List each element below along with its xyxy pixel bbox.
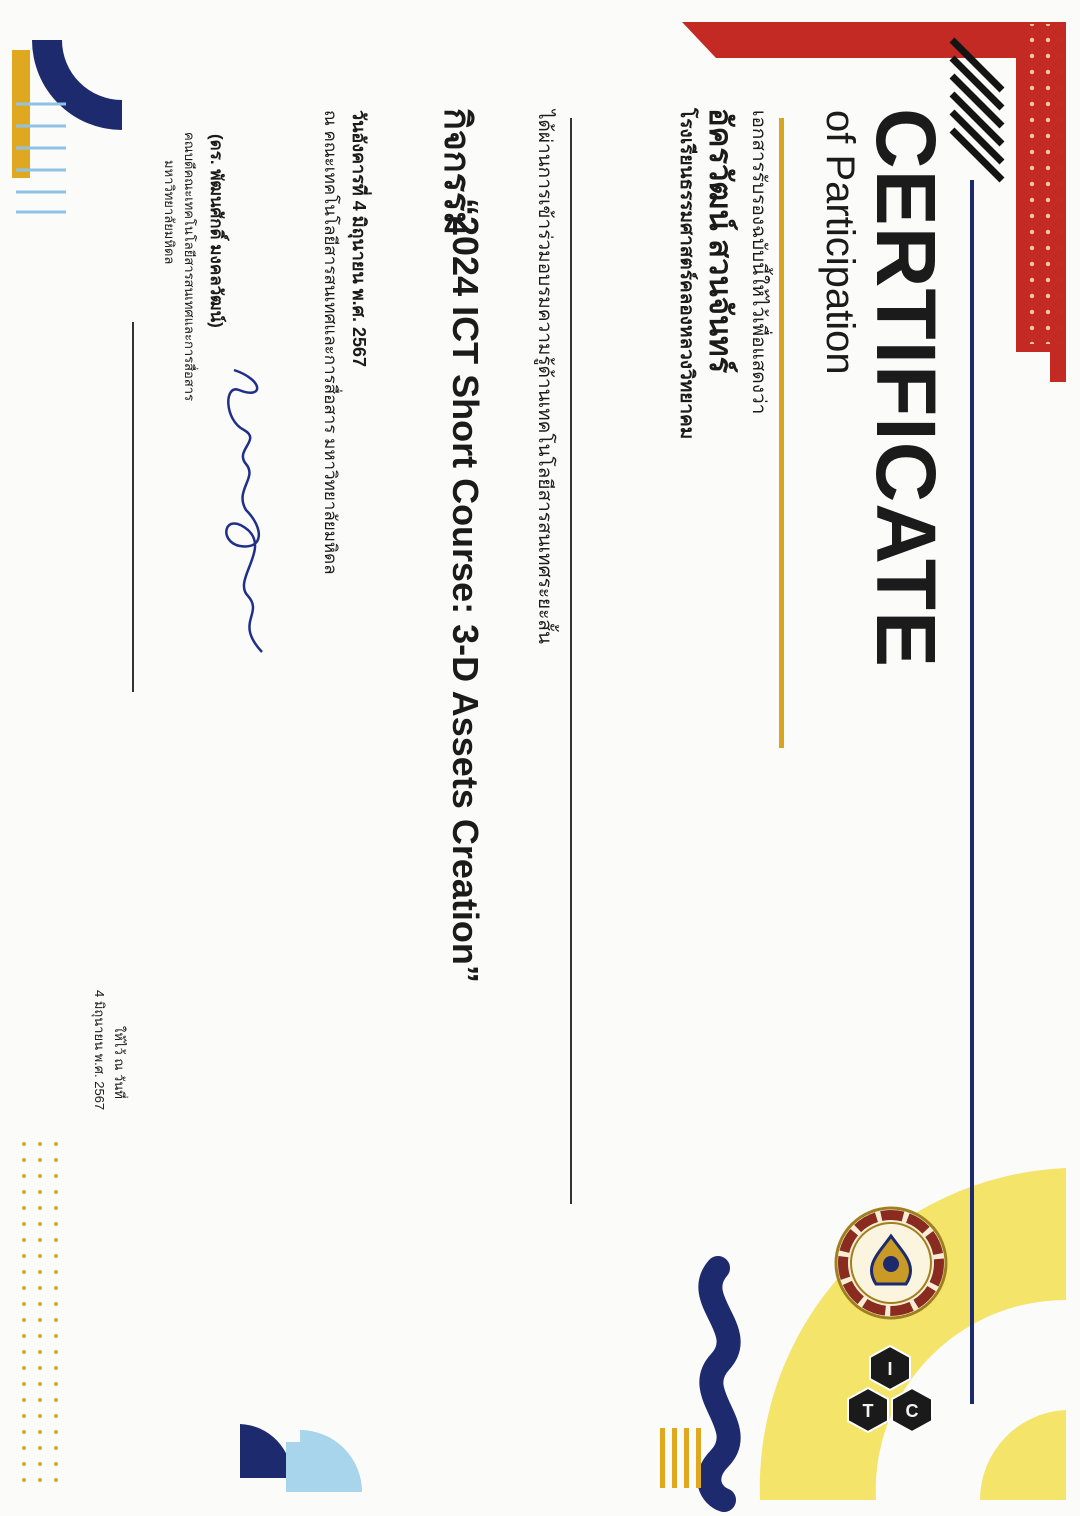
signer-position: คณบดีคณะเทคโนโลยีสารสนเทศและการสื่อสาร <box>182 132 197 402</box>
logo-letter-t: T <box>862 1401 874 1421</box>
given-on-date: 4 มิถุนายน พ.ศ. 2567 <box>92 990 107 1111</box>
certificate-subtitle: of Participation <box>818 110 862 375</box>
certificate-title: CERTIFICATE <box>859 108 953 669</box>
signer-university: มหาวิทยาลัยมหิดล <box>162 160 177 265</box>
recipient-name: อัครวัฒน์ สวนจันทร์ <box>703 108 738 374</box>
certificate-statement: เอกสารรับรองฉบับนี้ให้ไว้เพื่อแสดงว่า <box>748 110 769 415</box>
participation-text: ได้ผ่านการเข้าร่วมอบรมความรู้ด้านเทคโนโลยีสารสนเทศระยะสั้น <box>534 110 555 644</box>
given-on-label: ให้ไว้ ณ วันที่ <box>112 1026 127 1099</box>
recipient-school: โรงเรียนธรรมศาสตร์คลองหลวงวิทยาคม <box>676 108 697 440</box>
activity-title: “2024 ICT Short Course: 3-D Assets Creation” <box>445 198 486 983</box>
signer-name: (ดร. พัฒนศักดิ์ มงคลวัฒน์) <box>207 134 226 328</box>
event-date: วันอังคารที่ 4 มิถุนายน พ.ศ. 2567 <box>349 110 369 368</box>
logo-letter-c: C <box>905 1401 919 1421</box>
navy-vertical-rule <box>970 180 974 1404</box>
signature-icon <box>212 360 284 660</box>
logo-letter-i: I <box>887 1359 893 1379</box>
signature-line <box>132 322 134 692</box>
activity-label: กิจกรรม <box>437 108 478 236</box>
event-place: ณ คณะเทคโนโลยีสารสนเทศและการสื่อสาร มหาวิทยาลัยมหิดล <box>321 110 340 575</box>
heading-gold-rule <box>779 118 784 748</box>
body-divider-rule <box>570 118 572 1204</box>
